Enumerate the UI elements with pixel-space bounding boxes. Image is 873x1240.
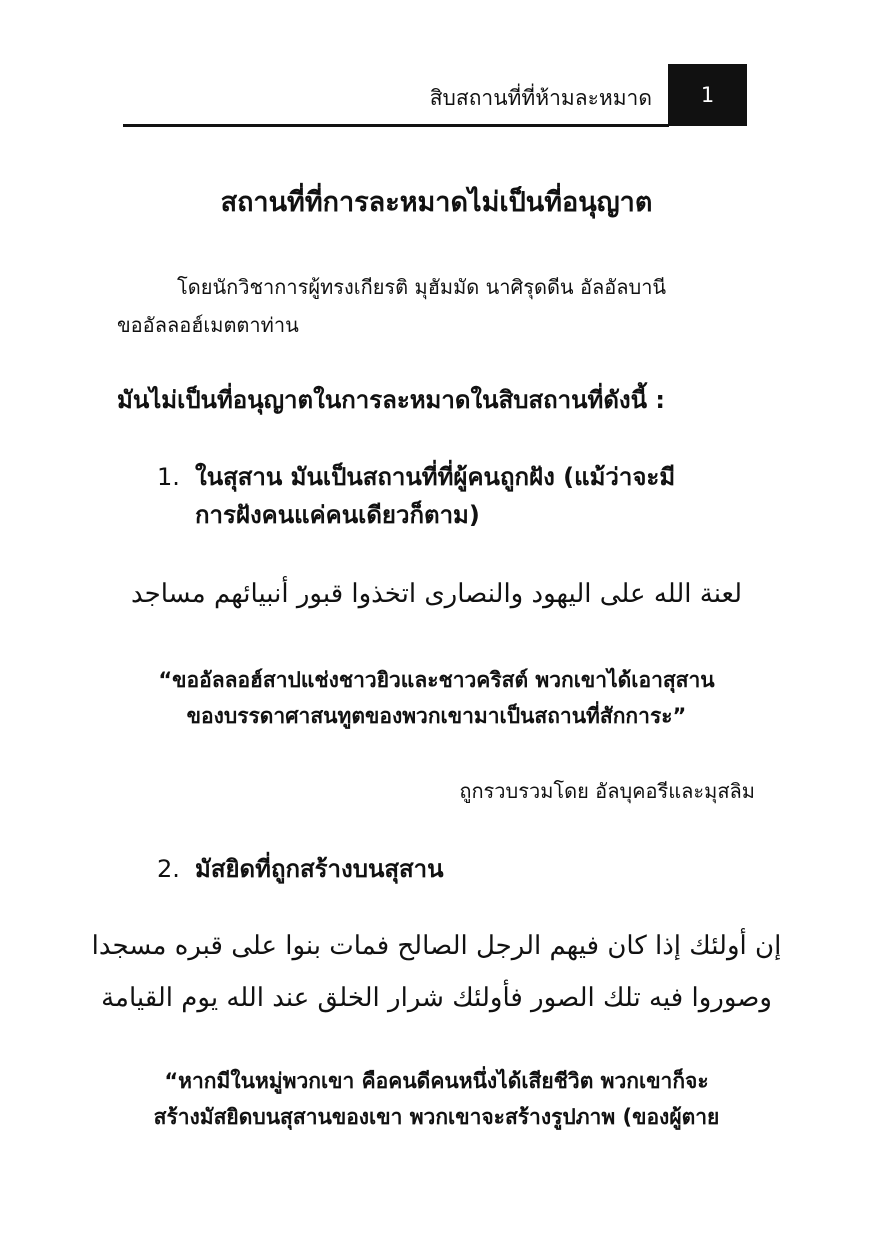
item-1-quote-line-1: “ขออัลลอฮ์สาปแช่งชาวยิวและชาวคริสต์ พวกเขาได้เอาสุสาน [158,668,715,692]
item-2-arabic-text [0,920,873,1024]
item-2-heading-text: มัสยิดที่ถูกสร้างบนสุสาน [195,855,444,883]
item-2-arabic-line-2: وصوروا فيه تلك الصور فأولئك شرار الخلق عند الله يوم القيامة [101,983,772,1013]
item-1-quote [90,662,783,734]
item-1-heading-text [195,458,675,534]
item-1-heading-line-2: การฝังคนแค่คนเดียวก็ตาม) [195,501,480,529]
item-2-quote-line-2: สร้างมัสยิดบนสุสานของเขา พวกเขาจะสร้างรูปภาพ (ของผู้ตาย [153,1105,720,1129]
item-1-arabic-text: لعنة الله على اليهود والنصارى اتخذوا قبور أنبيائهم مساجد [130,579,743,609]
document-title: สถานที่ที่การละหมาดไม่เป็นที่อนุญาต [220,187,653,218]
item-2-number: 2. [157,855,180,883]
item-1-heading-line-1: ในสุสาน มันเป็นสถานที่ที่ผู้คนถูกฝัง (แม้ว่าจะมี [195,463,676,491]
byline-line-1: โดยนักวิชาการผู้ทรงเกียรติ มุฮัมมัด นาศิรุดดีน อัลอัลบานี [177,275,667,299]
item-2-arabic-line-1: إن أولئك إذا كان فيهم الرجل الصالح فمات بنوا على قبره مسجدا [91,931,782,961]
item-1-source: ถูกรวบรวมโดย อัลบุคอรีและมุสลิม [459,779,755,803]
byline-line-2: ขออัลลอฮ์เมตตาท่าน [117,313,299,337]
item-1-quote-line-2: ของบรรดาศาสนทูตของพวกเขามาเป็นสถานที่สักการะ” [186,704,687,728]
intro-heading: มันไม่เป็นที่อนุญาตในการละหมาดในสิบสถานที่ดังนี้ : [117,386,665,414]
page-number: 1 [700,83,715,107]
running-header-title: สิบสถานที่ที่ห้ามละหมาด [429,86,652,110]
item-2-quote [90,1063,783,1135]
header-rule [123,124,669,127]
item-1-heading [157,458,757,534]
item-1-number: 1. [157,463,180,491]
byline [117,268,757,344]
page-number-box [668,64,747,126]
item-2-quote-line-1: “หากมีในหมู่พวกเขา คือคนดีคนหนึ่งได้เสียชีวิต พวกเขาก็จะ [164,1069,709,1093]
item-2-heading [157,850,757,888]
